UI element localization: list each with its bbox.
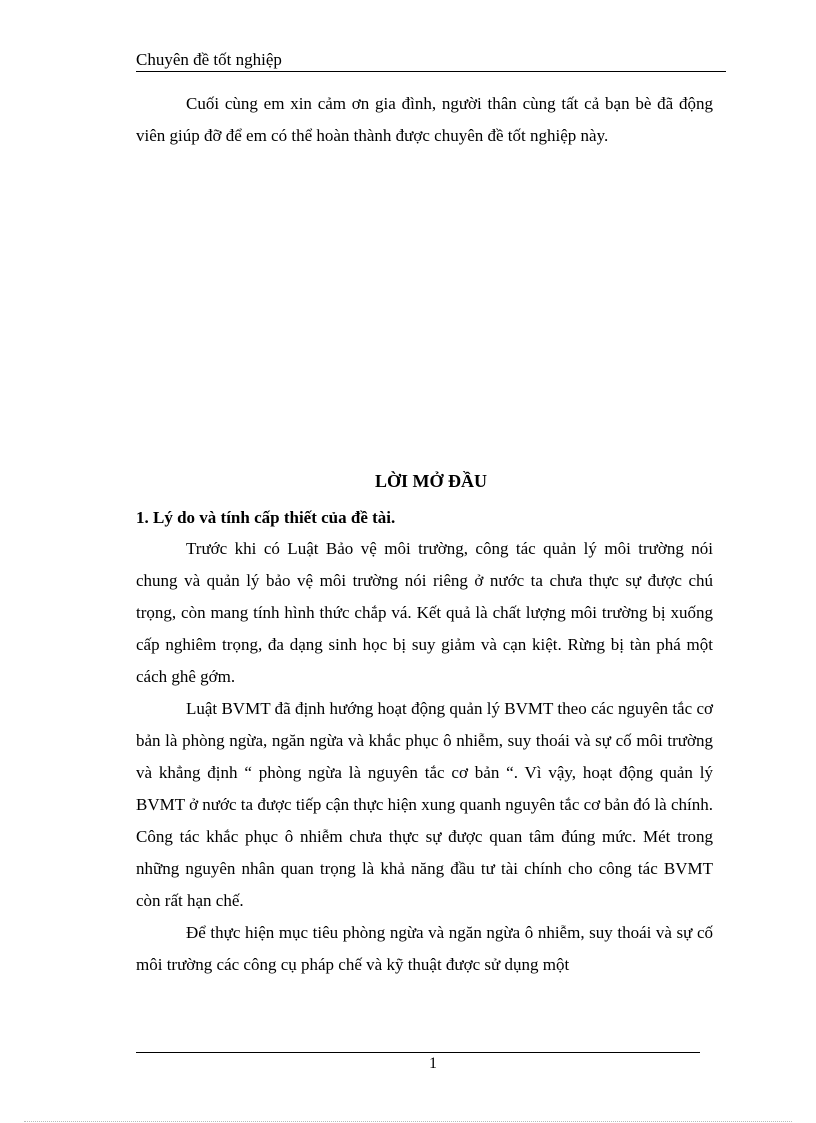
section-title: 1. Lý do và tính cấp thiết của đề tài. — [136, 508, 396, 527]
page-boundary — [24, 1121, 792, 1122]
page-header: Chuyên đề tốt nghiệp — [136, 50, 282, 69]
body-paragraph: Để thực hiện mục tiêu phòng ngừa và ngăn ngừa ô nhiễm, suy thoái và sự cố môi trường các công cụ pháp chế và kỹ thuật được sử dụng một — [136, 923, 713, 974]
footer-divider — [136, 1052, 700, 1053]
page-number: 1 — [429, 1055, 437, 1072]
body-paragraph: Luật BVMT đã định hướng hoạt động quản lý BVMT theo các nguyên tắc cơ bản là phòng ngừa, ngăn ngừa và khắc phục ô nhiễm, suy thoái và sự cố môi trường và khẳng định “ phòng ngừa là nguyên tắc cơ bản “. Vì vậy, hoạt động quản lý BVMT ở nước ta được tiếp cận thực hiện xung quanh nguyên tắc cơ bản đó là chính. Công tác khắc phục ô nhiễm chưa thực sự được quan tâm đúng mức. Mét trong những nguyên nhân quan trọng là khả năng đầu tư tài chính cho công tác BVMT còn rất hạn chế. — [136, 699, 713, 910]
acknowledgement-section — [136, 88, 713, 152]
body-paragraph: Trước khi có Luật Bảo vệ môi trường, công tác quản lý môi trường nói chung và quản lý bảo vệ môi trường nói riêng ở nước ta chưa thực sự được chú trọng, còn mang tính hình thức chắp vá. Kết quả là chất lượng môi trường bị xuống cấp nghiêm trọng, đa dạng sinh học bị suy giảm và cạn kiệt. Rừng bị tàn phá một cách ghê gớm. — [136, 539, 713, 686]
acknowledgement-paragraph: Cuối cùng em xin cảm ơn gia đình, người thân cùng tất cả bạn bè đã động viên giúp đỡ để em có thể hoàn thành được chuyên đề tốt nghiệp này. — [136, 94, 713, 145]
section-body — [136, 533, 713, 981]
header-divider — [136, 71, 726, 72]
chapter-heading: LỜI MỞ ĐẦU — [375, 471, 487, 491]
